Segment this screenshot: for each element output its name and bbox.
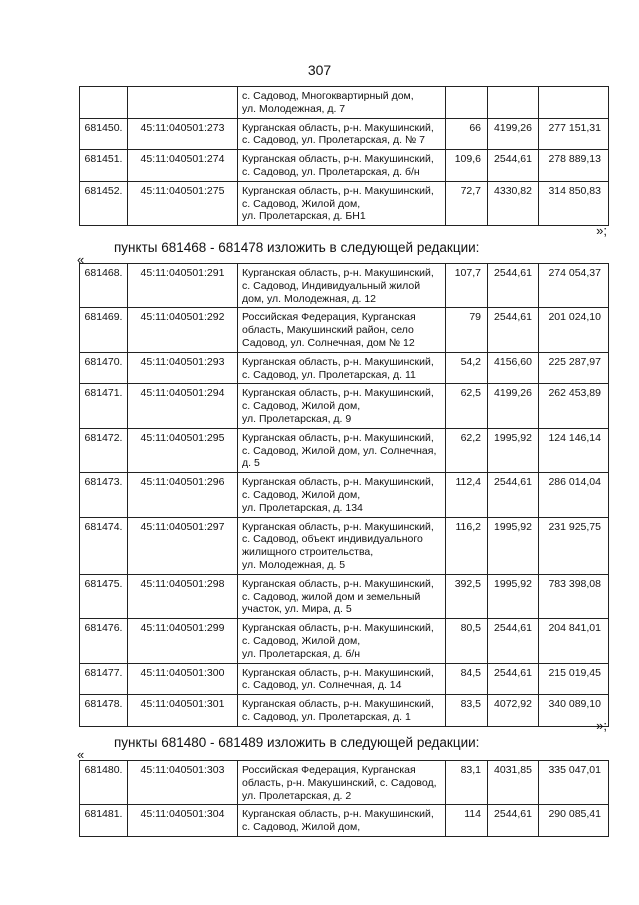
table-row (80, 761, 609, 805)
cadastral-value-cell: 277 151,31 (539, 118, 609, 150)
table-row (80, 384, 609, 428)
closing-mark-1: »; (596, 223, 607, 238)
cadastral-number-cell: 45:11:040501:294 (128, 384, 238, 428)
cadastral-value-cell: 225 287,97 (539, 352, 609, 384)
cadastral-number-cell: 45:11:040501:295 (128, 428, 238, 472)
area-cell: 72,7 (446, 181, 488, 225)
row-number-cell: 681478. (80, 695, 128, 727)
address-cell (238, 517, 446, 574)
row-number-cell: 681472. (80, 428, 128, 472)
unit-price-cell: 2544,61 (488, 264, 539, 308)
instruction-1: пункты 681468 - 681478 изложить в следующей редакции: (114, 240, 480, 255)
address-cell (238, 619, 446, 663)
cadastral-value-cell: 231 925,75 (539, 517, 609, 574)
address-line: с. Садовод, ул. Пролетарская, д. 11 (242, 368, 416, 381)
closing-mark-2: »; (596, 718, 607, 733)
row-number-cell: 681452. (80, 181, 128, 225)
area-cell: 83,5 (446, 695, 488, 727)
table-row (80, 150, 609, 182)
cadastral-value-cell: 340 089,10 (539, 695, 609, 727)
area-cell: 84,5 (446, 663, 488, 695)
area-cell (446, 87, 488, 119)
register-table-3 (79, 760, 609, 837)
cadastral-value-cell: 274 054,37 (539, 264, 609, 308)
unit-price-cell: 1995,92 (488, 574, 539, 618)
unit-price-cell: 1995,92 (488, 428, 539, 472)
cadastral-value-cell: 262 453,89 (539, 384, 609, 428)
address-line: область, р-н. Макушинский, с. Садовод, (242, 776, 437, 789)
area-cell: 62,5 (446, 384, 488, 428)
address-line: Курганская область, р-н. Макушинский, (242, 476, 434, 489)
row-number-cell: 681475. (80, 574, 128, 618)
address-line: участок, ул. Мира, д. 5 (242, 603, 352, 616)
page-number: 307 (307, 62, 332, 78)
address-cell (238, 384, 446, 428)
row-number-cell: 681469. (80, 308, 128, 352)
table-row (80, 352, 609, 384)
address-line: Курганская область, р-н. Макушинский, (242, 698, 434, 711)
address-line: Курганская область, р-н. Макушинский, (242, 622, 434, 635)
address-line: Курганская область, р-н. Макушинский, (242, 355, 434, 368)
address-line: ул. Молодежная, д. 5 (242, 558, 346, 571)
address-line: с. Садовод, Жилой дом, (242, 197, 361, 210)
address-line: д. 5 (242, 457, 260, 470)
table-row (80, 473, 609, 517)
unit-price-cell: 4072,92 (488, 695, 539, 727)
address-cell (238, 473, 446, 517)
table-row (80, 87, 609, 119)
cadastral-number-cell: 45:11:040501:273 (128, 118, 238, 150)
address-cell (238, 264, 446, 308)
address-cell (238, 308, 446, 352)
cadastral-number-cell: 45:11:040501:296 (128, 473, 238, 517)
address-line: с. Садовод, жилой дом и земельный (242, 590, 421, 603)
row-number-cell: 681477. (80, 663, 128, 695)
row-number-cell: 681474. (80, 517, 128, 574)
cadastral-value-cell (539, 87, 609, 119)
row-number-cell: 681481. (80, 805, 128, 837)
row-number-cell: 681471. (80, 384, 128, 428)
address-line: ул. Пролетарская, д. б/н (242, 647, 361, 660)
cadastral-value-cell: 335 047,01 (539, 761, 609, 805)
cadastral-value-cell: 215 019,45 (539, 663, 609, 695)
unit-price-cell: 4330,82 (488, 181, 539, 225)
address-line: с. Садовод, объект индивидуального (242, 533, 423, 546)
row-number-cell: 681476. (80, 619, 128, 663)
address-line: с. Садовод, Жилой дом, ул. Солнечная, (242, 444, 437, 457)
address-line: Курганская область, р-н. Макушинский, (242, 577, 434, 590)
unit-price-cell: 2544,61 (488, 619, 539, 663)
unit-price-cell (488, 87, 539, 119)
address-line: с. Садовод, ул. Пролетарская, д. б/н (242, 165, 420, 178)
area-cell: 66 (446, 118, 488, 150)
address-cell (238, 150, 446, 182)
register-table-2 (79, 263, 609, 727)
row-number-cell: 681470. (80, 352, 128, 384)
table-row (80, 695, 609, 727)
address-line: Курганская область, р-н. Макушинский, (242, 184, 434, 197)
cadastral-value-cell: 278 889,13 (539, 150, 609, 182)
address-line: ул. Молодежная, д. 7 (242, 102, 346, 115)
address-line: Курганская область, р-н. Макушинский, (242, 387, 434, 400)
address-line: с. Садовод, ул. Солнечная, д. 14 (242, 679, 402, 692)
cadastral-value-cell: 290 085,41 (539, 805, 609, 837)
unit-price-cell: 4199,26 (488, 384, 539, 428)
cadastral-number-cell: 45:11:040501:274 (128, 150, 238, 182)
cadastral-value-cell: 286 014,04 (539, 473, 609, 517)
cadastral-number-cell: 45:11:040501:300 (128, 663, 238, 695)
row-number-cell (80, 87, 128, 119)
address-cell (238, 428, 446, 472)
row-number-cell: 681473. (80, 473, 128, 517)
address-line: Курганская область, р-н. Макушинский, (242, 431, 434, 444)
table-row (80, 264, 609, 308)
unit-price-cell: 2544,61 (488, 663, 539, 695)
table-row (80, 574, 609, 618)
address-cell (238, 574, 446, 618)
cadastral-number-cell: 45:11:040501:304 (128, 805, 238, 837)
row-number-cell: 681450. (80, 118, 128, 150)
area-cell: 107,7 (446, 264, 488, 308)
address-line: Курганская область, р-н. Макушинский, (242, 520, 434, 533)
area-cell: 80,5 (446, 619, 488, 663)
table-row (80, 619, 609, 663)
table-row (80, 308, 609, 352)
address-line: с. Садовод, Жилой дом, (242, 821, 361, 834)
unit-price-cell: 2544,61 (488, 805, 539, 837)
address-cell (238, 663, 446, 695)
register-table-1 (79, 86, 609, 226)
address-cell (238, 87, 446, 119)
address-line: ул. Пролетарская, д. 134 (242, 501, 363, 514)
unit-price-cell: 2544,61 (488, 308, 539, 352)
unit-price-cell: 1995,92 (488, 517, 539, 574)
address-line: с. Садовод, ул. Пролетарская, д. № 7 (242, 134, 426, 147)
cadastral-number-cell (128, 87, 238, 119)
cadastral-value-cell: 124 146,14 (539, 428, 609, 472)
area-cell: 62,2 (446, 428, 488, 472)
address-line: Курганская область, р-н. Макушинский, (242, 808, 434, 821)
address-line: ул. Пролетарская, д. 9 (242, 412, 352, 425)
table-row (80, 663, 609, 695)
address-line: с. Садовод, Индивидуальный жилой (242, 279, 421, 292)
open-quote-1: « (77, 252, 85, 267)
address-line: с. Садовод, Жилой дом, (242, 488, 361, 501)
area-cell: 79 (446, 308, 488, 352)
area-cell: 109,6 (446, 150, 488, 182)
area-cell: 112,4 (446, 473, 488, 517)
table-row (80, 118, 609, 150)
address-line: ул. Пролетарская, д. 2 (242, 789, 352, 802)
cadastral-value-cell: 783 398,08 (539, 574, 609, 618)
address-line: с. Садовод, Многоквартирный дом, (242, 90, 414, 102)
address-line: Курганская область, р-н. Макушинский, (242, 666, 434, 679)
table-row (80, 517, 609, 574)
cadastral-number-cell: 45:11:040501:297 (128, 517, 238, 574)
cadastral-number-cell: 45:11:040501:293 (128, 352, 238, 384)
unit-price-cell: 2544,61 (488, 150, 539, 182)
cadastral-number-cell: 45:11:040501:291 (128, 264, 238, 308)
cadastral-value-cell: 204 841,01 (539, 619, 609, 663)
address-cell (238, 761, 446, 805)
row-number-cell: 681468. (80, 264, 128, 308)
area-cell: 116,2 (446, 517, 488, 574)
address-line: Садовод, ул. Солнечная, дом № 12 (242, 336, 415, 349)
cadastral-number-cell: 45:11:040501:292 (128, 308, 238, 352)
open-quote-2: « (77, 747, 85, 762)
address-line: Курганская область, р-н. Макушинский, (242, 267, 434, 279)
address-cell (238, 695, 446, 727)
address-line: жилищного строительства, (242, 546, 374, 559)
row-number-cell: 681451. (80, 150, 128, 182)
area-cell: 392,5 (446, 574, 488, 618)
cadastral-number-cell: 45:11:040501:275 (128, 181, 238, 225)
address-line: с. Садовод, Жилой дом, (242, 634, 361, 647)
address-cell (238, 181, 446, 225)
address-line: с. Садовод, ул. Пролетарская, д. 1 (242, 710, 411, 723)
unit-price-cell: 2544,61 (488, 473, 539, 517)
cadastral-number-cell: 45:11:040501:301 (128, 695, 238, 727)
cadastral-number-cell: 45:11:040501:303 (128, 761, 238, 805)
address-line: область, Макушинский район, село (242, 324, 414, 337)
unit-price-cell: 4031,85 (488, 761, 539, 805)
instruction-2: пункты 681480 - 681489 изложить в следующей редакции: (114, 735, 480, 750)
area-cell: 83,1 (446, 761, 488, 805)
area-cell: 114 (446, 805, 488, 837)
address-line: с. Садовод, Жилой дом, (242, 400, 361, 413)
table-row (80, 428, 609, 472)
cadastral-number-cell: 45:11:040501:298 (128, 574, 238, 618)
cadastral-value-cell: 314 850,83 (539, 181, 609, 225)
cadastral-value-cell: 201 024,10 (539, 308, 609, 352)
address-cell (238, 805, 446, 837)
table-row (80, 181, 609, 225)
address-cell (238, 118, 446, 150)
table-row (80, 805, 609, 837)
address-cell (238, 352, 446, 384)
row-number-cell: 681480. (80, 761, 128, 805)
unit-price-cell: 4156,60 (488, 352, 539, 384)
address-line: ул. Пролетарская, д. БН1 (242, 210, 366, 223)
address-line: Российская Федерация, Курганская (242, 311, 416, 324)
area-cell: 54,2 (446, 352, 488, 384)
unit-price-cell: 4199,26 (488, 118, 539, 150)
address-line: Курганская область, р-н. Макушинский, (242, 153, 434, 166)
address-line: дом, ул. Молодежная, д. 12 (242, 292, 376, 305)
address-line: Курганская область, р-н. Макушинский, (242, 121, 434, 134)
address-line: Российская Федерация, Курганская (242, 764, 416, 776)
cadastral-number-cell: 45:11:040501:299 (128, 619, 238, 663)
